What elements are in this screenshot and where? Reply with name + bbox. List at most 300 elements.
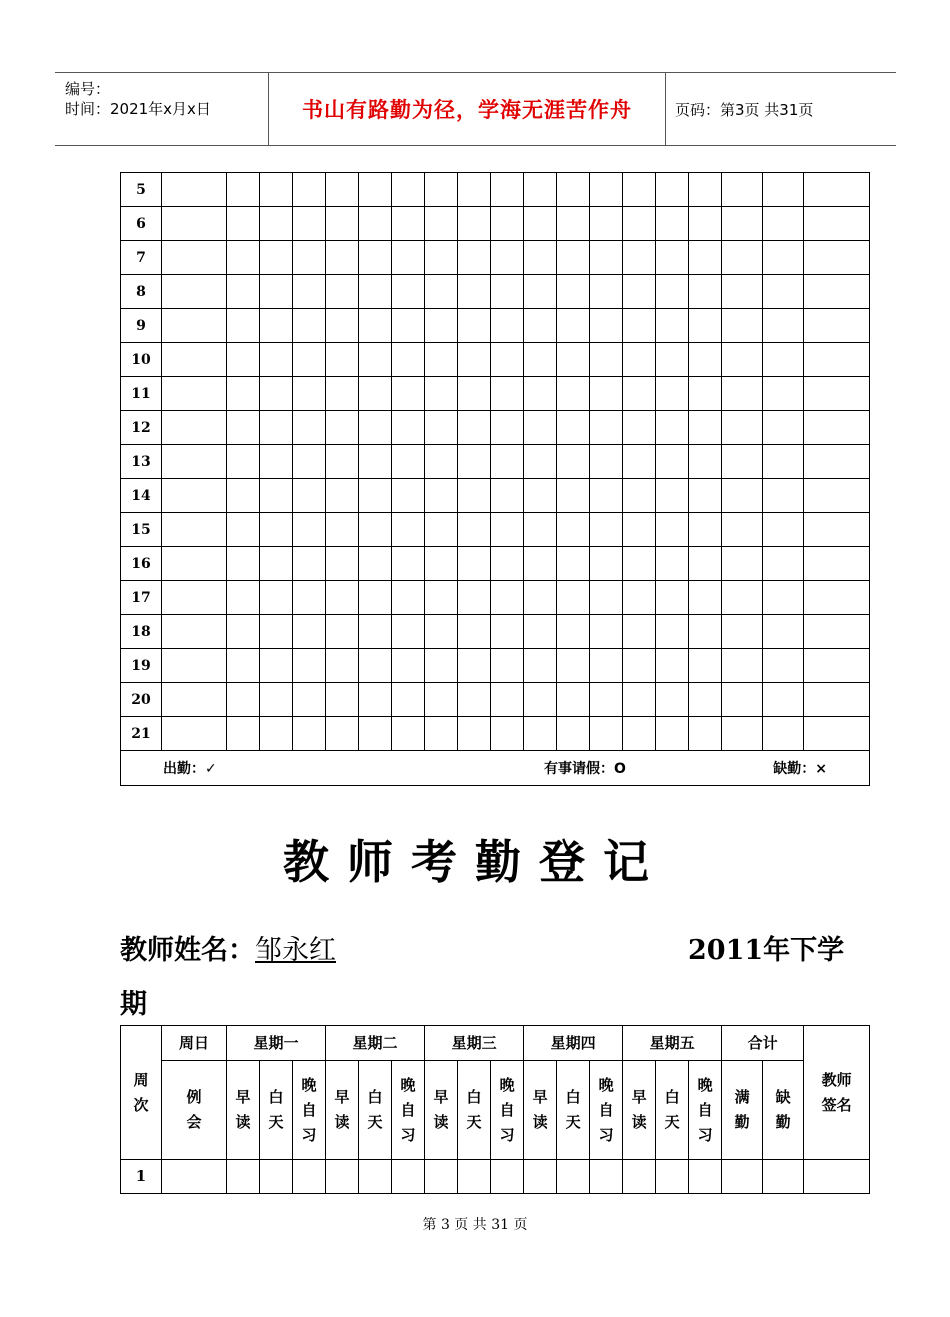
- attendance-cell[interactable]: [293, 207, 326, 241]
- attendance-cell[interactable]: [557, 1160, 590, 1194]
- attendance-cell[interactable]: [326, 513, 359, 547]
- attendance-cell[interactable]: [804, 615, 870, 649]
- attendance-cell[interactable]: [656, 581, 689, 615]
- attendance-cell[interactable]: [293, 717, 326, 751]
- attendance-cell[interactable]: [689, 717, 722, 751]
- attendance-cell[interactable]: [359, 411, 392, 445]
- attendance-cell[interactable]: [557, 717, 590, 751]
- attendance-cell[interactable]: [260, 207, 293, 241]
- attendance-cell[interactable]: [227, 411, 260, 445]
- attendance-cell[interactable]: [162, 717, 227, 751]
- attendance-cell[interactable]: [804, 445, 870, 479]
- attendance-cell[interactable]: [590, 581, 623, 615]
- attendance-cell[interactable]: [359, 377, 392, 411]
- attendance-cell[interactable]: [293, 683, 326, 717]
- attendance-cell[interactable]: [293, 649, 326, 683]
- attendance-cell[interactable]: [763, 173, 804, 207]
- attendance-cell[interactable]: [763, 445, 804, 479]
- attendance-cell[interactable]: [392, 411, 425, 445]
- attendance-cell[interactable]: [359, 445, 392, 479]
- attendance-cell[interactable]: [557, 547, 590, 581]
- attendance-cell[interactable]: [260, 683, 293, 717]
- attendance-cell[interactable]: [804, 309, 870, 343]
- attendance-cell[interactable]: [326, 173, 359, 207]
- attendance-cell[interactable]: [359, 615, 392, 649]
- attendance-cell[interactable]: [722, 309, 763, 343]
- attendance-cell[interactable]: [722, 513, 763, 547]
- attendance-cell[interactable]: [722, 717, 763, 751]
- attendance-cell[interactable]: [722, 683, 763, 717]
- attendance-cell[interactable]: [722, 207, 763, 241]
- attendance-cell[interactable]: [293, 1160, 326, 1194]
- attendance-cell[interactable]: [804, 581, 870, 615]
- attendance-cell[interactable]: [557, 377, 590, 411]
- attendance-cell[interactable]: [656, 309, 689, 343]
- attendance-cell[interactable]: [458, 649, 491, 683]
- attendance-cell[interactable]: [458, 479, 491, 513]
- attendance-cell[interactable]: [689, 343, 722, 377]
- attendance-cell[interactable]: [722, 241, 763, 275]
- attendance-cell[interactable]: [623, 445, 656, 479]
- attendance-cell[interactable]: [425, 377, 458, 411]
- attendance-cell[interactable]: [491, 343, 524, 377]
- attendance-cell[interactable]: [763, 343, 804, 377]
- attendance-cell[interactable]: [326, 615, 359, 649]
- attendance-cell[interactable]: [392, 513, 425, 547]
- attendance-cell[interactable]: [656, 717, 689, 751]
- attendance-cell[interactable]: [689, 547, 722, 581]
- attendance-cell[interactable]: [722, 343, 763, 377]
- attendance-cell[interactable]: [590, 479, 623, 513]
- attendance-cell[interactable]: [392, 241, 425, 275]
- attendance-cell[interactable]: [763, 479, 804, 513]
- attendance-cell[interactable]: [491, 241, 524, 275]
- attendance-cell[interactable]: [326, 241, 359, 275]
- attendance-cell[interactable]: [227, 1160, 260, 1194]
- attendance-cell[interactable]: [656, 547, 689, 581]
- attendance-cell[interactable]: [722, 275, 763, 309]
- attendance-cell[interactable]: [656, 343, 689, 377]
- attendance-cell[interactable]: [162, 513, 227, 547]
- attendance-cell[interactable]: [162, 173, 227, 207]
- attendance-cell[interactable]: [293, 343, 326, 377]
- attendance-cell[interactable]: [359, 275, 392, 309]
- attendance-cell[interactable]: [392, 207, 425, 241]
- attendance-cell[interactable]: [689, 615, 722, 649]
- attendance-cell[interactable]: [458, 581, 491, 615]
- attendance-cell[interactable]: [763, 275, 804, 309]
- attendance-cell[interactable]: [458, 241, 491, 275]
- attendance-cell[interactable]: [227, 207, 260, 241]
- attendance-cell[interactable]: [623, 411, 656, 445]
- attendance-cell[interactable]: [392, 1160, 425, 1194]
- attendance-cell[interactable]: [162, 207, 227, 241]
- attendance-cell[interactable]: [524, 275, 557, 309]
- attendance-cell[interactable]: [656, 207, 689, 241]
- attendance-cell[interactable]: [557, 479, 590, 513]
- attendance-cell[interactable]: [326, 377, 359, 411]
- attendance-cell[interactable]: [491, 479, 524, 513]
- attendance-cell[interactable]: [227, 445, 260, 479]
- attendance-cell[interactable]: [623, 615, 656, 649]
- attendance-cell[interactable]: [458, 1160, 491, 1194]
- attendance-cell[interactable]: [293, 275, 326, 309]
- attendance-cell[interactable]: [722, 445, 763, 479]
- attendance-cell[interactable]: [623, 275, 656, 309]
- attendance-cell[interactable]: [491, 547, 524, 581]
- attendance-cell[interactable]: [458, 445, 491, 479]
- attendance-cell[interactable]: [524, 173, 557, 207]
- attendance-cell[interactable]: [656, 275, 689, 309]
- attendance-cell[interactable]: [260, 445, 293, 479]
- attendance-cell[interactable]: [491, 173, 524, 207]
- attendance-cell[interactable]: [590, 309, 623, 343]
- attendance-cell[interactable]: [359, 513, 392, 547]
- attendance-cell[interactable]: [557, 207, 590, 241]
- attendance-cell[interactable]: [656, 173, 689, 207]
- attendance-cell[interactable]: [491, 649, 524, 683]
- attendance-cell[interactable]: [763, 683, 804, 717]
- attendance-cell[interactable]: [458, 683, 491, 717]
- attendance-cell[interactable]: [656, 1160, 689, 1194]
- attendance-cell[interactable]: [491, 615, 524, 649]
- attendance-cell[interactable]: [590, 275, 623, 309]
- attendance-cell[interactable]: [458, 411, 491, 445]
- attendance-cell[interactable]: [392, 683, 425, 717]
- attendance-cell[interactable]: [491, 411, 524, 445]
- attendance-cell[interactable]: [557, 445, 590, 479]
- attendance-cell[interactable]: [425, 275, 458, 309]
- attendance-cell[interactable]: [689, 649, 722, 683]
- attendance-cell[interactable]: [656, 513, 689, 547]
- attendance-cell[interactable]: [763, 717, 804, 751]
- attendance-cell[interactable]: [722, 615, 763, 649]
- attendance-cell[interactable]: [425, 207, 458, 241]
- attendance-cell[interactable]: [491, 275, 524, 309]
- attendance-cell[interactable]: [524, 1160, 557, 1194]
- attendance-cell[interactable]: [260, 479, 293, 513]
- attendance-cell[interactable]: [722, 479, 763, 513]
- attendance-cell[interactable]: [227, 343, 260, 377]
- attendance-cell[interactable]: [260, 547, 293, 581]
- attendance-cell[interactable]: [227, 547, 260, 581]
- attendance-cell[interactable]: [763, 241, 804, 275]
- attendance-cell[interactable]: [326, 207, 359, 241]
- attendance-cell[interactable]: [689, 173, 722, 207]
- attendance-cell[interactable]: [425, 1160, 458, 1194]
- attendance-cell[interactable]: [722, 1160, 763, 1194]
- attendance-cell[interactable]: [458, 615, 491, 649]
- attendance-cell[interactable]: [227, 683, 260, 717]
- attendance-cell[interactable]: [162, 275, 227, 309]
- attendance-cell[interactable]: [293, 309, 326, 343]
- attendance-cell[interactable]: [656, 479, 689, 513]
- attendance-cell[interactable]: [590, 717, 623, 751]
- attendance-cell[interactable]: [722, 377, 763, 411]
- attendance-cell[interactable]: [326, 649, 359, 683]
- attendance-cell[interactable]: [293, 615, 326, 649]
- attendance-cell[interactable]: [804, 241, 870, 275]
- attendance-cell[interactable]: [425, 615, 458, 649]
- attendance-cell[interactable]: [425, 479, 458, 513]
- attendance-cell[interactable]: [524, 683, 557, 717]
- attendance-cell[interactable]: [392, 479, 425, 513]
- attendance-cell[interactable]: [804, 377, 870, 411]
- attendance-cell[interactable]: [689, 377, 722, 411]
- attendance-cell[interactable]: [359, 173, 392, 207]
- attendance-cell[interactable]: [162, 479, 227, 513]
- attendance-cell[interactable]: [804, 173, 870, 207]
- attendance-cell[interactable]: [458, 377, 491, 411]
- attendance-cell[interactable]: [392, 717, 425, 751]
- attendance-cell[interactable]: [260, 581, 293, 615]
- attendance-cell[interactable]: [623, 547, 656, 581]
- attendance-cell[interactable]: [425, 547, 458, 581]
- attendance-cell[interactable]: [590, 649, 623, 683]
- attendance-cell[interactable]: [557, 683, 590, 717]
- attendance-cell[interactable]: [293, 479, 326, 513]
- attendance-cell[interactable]: [491, 513, 524, 547]
- attendance-cell[interactable]: [763, 547, 804, 581]
- attendance-cell[interactable]: [293, 547, 326, 581]
- attendance-cell[interactable]: [623, 343, 656, 377]
- attendance-cell[interactable]: [425, 241, 458, 275]
- attendance-cell[interactable]: [590, 241, 623, 275]
- attendance-cell[interactable]: [689, 1160, 722, 1194]
- attendance-cell[interactable]: [763, 615, 804, 649]
- attendance-cell[interactable]: [590, 547, 623, 581]
- attendance-cell[interactable]: [392, 343, 425, 377]
- attendance-cell[interactable]: [524, 581, 557, 615]
- attendance-cell[interactable]: [293, 411, 326, 445]
- attendance-cell[interactable]: [524, 241, 557, 275]
- attendance-cell[interactable]: [804, 547, 870, 581]
- attendance-cell[interactable]: [227, 513, 260, 547]
- attendance-cell[interactable]: [590, 683, 623, 717]
- attendance-cell[interactable]: [524, 513, 557, 547]
- attendance-cell[interactable]: [763, 581, 804, 615]
- attendance-cell[interactable]: [260, 411, 293, 445]
- attendance-cell[interactable]: [227, 479, 260, 513]
- attendance-cell[interactable]: [162, 241, 227, 275]
- attendance-cell[interactable]: [557, 513, 590, 547]
- attendance-cell[interactable]: [458, 275, 491, 309]
- attendance-cell[interactable]: [689, 241, 722, 275]
- attendance-cell[interactable]: [359, 1160, 392, 1194]
- attendance-cell[interactable]: [656, 411, 689, 445]
- attendance-cell[interactable]: [392, 581, 425, 615]
- attendance-cell[interactable]: [804, 343, 870, 377]
- attendance-cell[interactable]: [293, 173, 326, 207]
- attendance-cell[interactable]: [260, 275, 293, 309]
- attendance-cell[interactable]: [425, 513, 458, 547]
- attendance-cell[interactable]: [689, 411, 722, 445]
- attendance-cell[interactable]: [689, 445, 722, 479]
- attendance-cell[interactable]: [590, 615, 623, 649]
- attendance-cell[interactable]: [623, 683, 656, 717]
- attendance-cell[interactable]: [623, 173, 656, 207]
- attendance-cell[interactable]: [623, 1160, 656, 1194]
- attendance-cell[interactable]: [491, 309, 524, 343]
- attendance-cell[interactable]: [557, 275, 590, 309]
- attendance-cell[interactable]: [162, 309, 227, 343]
- attendance-cell[interactable]: [804, 479, 870, 513]
- attendance-cell[interactable]: [458, 173, 491, 207]
- attendance-cell[interactable]: [763, 207, 804, 241]
- attendance-cell[interactable]: [804, 683, 870, 717]
- attendance-cell[interactable]: [557, 411, 590, 445]
- attendance-cell[interactable]: [326, 275, 359, 309]
- attendance-cell[interactable]: [425, 683, 458, 717]
- attendance-cell[interactable]: [392, 649, 425, 683]
- attendance-cell[interactable]: [227, 241, 260, 275]
- attendance-cell[interactable]: [623, 479, 656, 513]
- attendance-cell[interactable]: [722, 173, 763, 207]
- attendance-cell[interactable]: [804, 1160, 870, 1194]
- attendance-cell[interactable]: [162, 683, 227, 717]
- attendance-cell[interactable]: [260, 343, 293, 377]
- attendance-cell[interactable]: [326, 343, 359, 377]
- attendance-cell[interactable]: [689, 581, 722, 615]
- attendance-cell[interactable]: [326, 411, 359, 445]
- attendance-cell[interactable]: [524, 377, 557, 411]
- attendance-cell[interactable]: [425, 343, 458, 377]
- attendance-cell[interactable]: [763, 411, 804, 445]
- attendance-cell[interactable]: [557, 309, 590, 343]
- attendance-cell[interactable]: [458, 547, 491, 581]
- attendance-cell[interactable]: [260, 513, 293, 547]
- attendance-cell[interactable]: [162, 377, 227, 411]
- attendance-cell[interactable]: [590, 343, 623, 377]
- attendance-cell[interactable]: [162, 615, 227, 649]
- attendance-cell[interactable]: [491, 207, 524, 241]
- attendance-cell[interactable]: [293, 377, 326, 411]
- attendance-cell[interactable]: [763, 649, 804, 683]
- attendance-cell[interactable]: [359, 717, 392, 751]
- attendance-cell[interactable]: [491, 377, 524, 411]
- attendance-cell[interactable]: [656, 615, 689, 649]
- attendance-cell[interactable]: [162, 343, 227, 377]
- attendance-cell[interactable]: [326, 1160, 359, 1194]
- attendance-cell[interactable]: [359, 581, 392, 615]
- attendance-cell[interactable]: [656, 649, 689, 683]
- attendance-cell[interactable]: [557, 241, 590, 275]
- attendance-cell[interactable]: [656, 377, 689, 411]
- attendance-cell[interactable]: [425, 581, 458, 615]
- attendance-cell[interactable]: [293, 241, 326, 275]
- attendance-cell[interactable]: [260, 377, 293, 411]
- attendance-cell[interactable]: [689, 513, 722, 547]
- attendance-cell[interactable]: [590, 513, 623, 547]
- attendance-cell[interactable]: [763, 1160, 804, 1194]
- attendance-cell[interactable]: [590, 173, 623, 207]
- attendance-cell[interactable]: [458, 309, 491, 343]
- attendance-cell[interactable]: [227, 615, 260, 649]
- attendance-cell[interactable]: [491, 717, 524, 751]
- attendance-cell[interactable]: [590, 377, 623, 411]
- attendance-cell[interactable]: [227, 717, 260, 751]
- attendance-cell[interactable]: [359, 207, 392, 241]
- attendance-cell[interactable]: [656, 241, 689, 275]
- attendance-cell[interactable]: [458, 513, 491, 547]
- attendance-cell[interactable]: [623, 309, 656, 343]
- attendance-cell[interactable]: [359, 343, 392, 377]
- attendance-cell[interactable]: [524, 649, 557, 683]
- attendance-cell[interactable]: [392, 377, 425, 411]
- attendance-cell[interactable]: [689, 683, 722, 717]
- attendance-cell[interactable]: [425, 649, 458, 683]
- attendance-cell[interactable]: [689, 275, 722, 309]
- attendance-cell[interactable]: [425, 411, 458, 445]
- attendance-cell[interactable]: [260, 241, 293, 275]
- attendance-cell[interactable]: [524, 547, 557, 581]
- attendance-cell[interactable]: [524, 343, 557, 377]
- attendance-cell[interactable]: [326, 581, 359, 615]
- attendance-cell[interactable]: [162, 649, 227, 683]
- attendance-cell[interactable]: [293, 513, 326, 547]
- attendance-cell[interactable]: [656, 683, 689, 717]
- attendance-cell[interactable]: [260, 309, 293, 343]
- attendance-cell[interactable]: [326, 717, 359, 751]
- attendance-cell[interactable]: [392, 445, 425, 479]
- attendance-cell[interactable]: [227, 377, 260, 411]
- attendance-cell[interactable]: [425, 445, 458, 479]
- attendance-cell[interactable]: [425, 173, 458, 207]
- attendance-cell[interactable]: [722, 411, 763, 445]
- attendance-cell[interactable]: [293, 445, 326, 479]
- attendance-cell[interactable]: [804, 513, 870, 547]
- attendance-cell[interactable]: [623, 377, 656, 411]
- attendance-cell[interactable]: [227, 309, 260, 343]
- attendance-cell[interactable]: [623, 513, 656, 547]
- attendance-cell[interactable]: [557, 581, 590, 615]
- attendance-cell[interactable]: [162, 411, 227, 445]
- attendance-cell[interactable]: [804, 649, 870, 683]
- attendance-cell[interactable]: [392, 173, 425, 207]
- attendance-cell[interactable]: [491, 581, 524, 615]
- attendance-cell[interactable]: [524, 615, 557, 649]
- attendance-cell[interactable]: [689, 479, 722, 513]
- attendance-cell[interactable]: [162, 581, 227, 615]
- attendance-cell[interactable]: [623, 207, 656, 241]
- attendance-cell[interactable]: [326, 479, 359, 513]
- attendance-cell[interactable]: [722, 547, 763, 581]
- attendance-cell[interactable]: [689, 207, 722, 241]
- attendance-cell[interactable]: [590, 411, 623, 445]
- attendance-cell[interactable]: [425, 309, 458, 343]
- attendance-cell[interactable]: [524, 309, 557, 343]
- attendance-cell[interactable]: [763, 513, 804, 547]
- attendance-cell[interactable]: [392, 547, 425, 581]
- attendance-cell[interactable]: [524, 445, 557, 479]
- attendance-cell[interactable]: [392, 615, 425, 649]
- attendance-cell[interactable]: [227, 275, 260, 309]
- attendance-cell[interactable]: [689, 309, 722, 343]
- attendance-cell[interactable]: [557, 615, 590, 649]
- attendance-cell[interactable]: [227, 581, 260, 615]
- attendance-cell[interactable]: [491, 683, 524, 717]
- attendance-cell[interactable]: [162, 1160, 227, 1194]
- attendance-cell[interactable]: [326, 683, 359, 717]
- attendance-cell[interactable]: [623, 581, 656, 615]
- attendance-cell[interactable]: [524, 479, 557, 513]
- attendance-cell[interactable]: [491, 445, 524, 479]
- attendance-cell[interactable]: [590, 445, 623, 479]
- attendance-cell[interactable]: [656, 445, 689, 479]
- attendance-cell[interactable]: [722, 649, 763, 683]
- attendance-cell[interactable]: [590, 207, 623, 241]
- attendance-cell[interactable]: [359, 683, 392, 717]
